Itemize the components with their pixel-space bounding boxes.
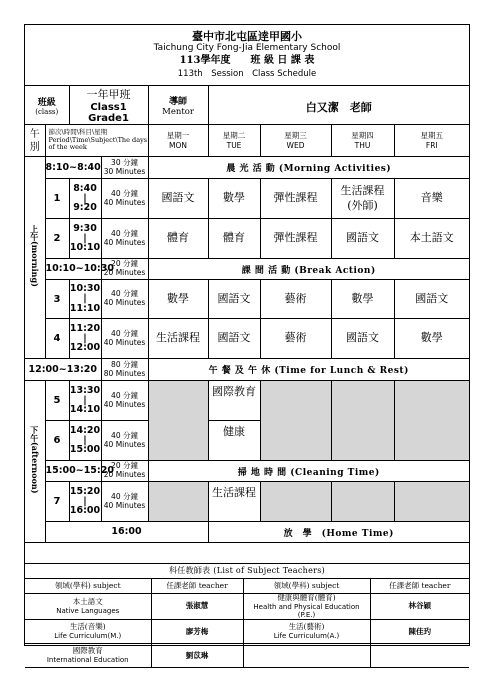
period-number: 2	[45, 219, 69, 259]
cleaning-label: 掃 地 時 間 (Cleaning Time)	[148, 461, 469, 482]
empty-cell	[148, 482, 208, 522]
period-time: 10:30 | 11:10	[69, 280, 101, 319]
subject-cell: 國語文	[208, 319, 260, 359]
period-number: 1	[45, 179, 69, 219]
subject-cell: 數學	[394, 319, 469, 359]
period-time: 8:40 | 9:20	[69, 179, 101, 219]
subject-cell: 數學	[331, 280, 394, 319]
subject-cell: 國際教育 International Education	[25, 644, 151, 668]
period-time: 11:20 | 12:00	[69, 319, 101, 359]
session-title: 113th Session Class Schedule	[177, 69, 317, 79]
day-fri: 星期五 FRI	[394, 125, 469, 157]
day-header-row	[25, 125, 469, 157]
dismissal-time: 16:00	[45, 522, 208, 543]
mentor-name: 白又潔 老師	[208, 86, 469, 125]
subject-cell: 彈性課程	[260, 179, 331, 219]
period-row	[25, 381, 469, 421]
lunch-time: 12:00~13:20	[25, 359, 101, 381]
period-time: 14:20 | 15:00	[69, 421, 101, 461]
empty-cell	[394, 482, 469, 522]
subject-cell: 國語文	[148, 179, 208, 219]
teacher-name: 劉苡琳	[151, 644, 243, 668]
subject-header: 領域(學科) subject	[25, 579, 151, 594]
subject-cell: 數學	[208, 179, 260, 219]
empty-cell	[260, 381, 331, 461]
subject-cell: 生活課程	[148, 319, 208, 359]
period-number: 5	[45, 381, 69, 421]
subject-cell: 國際教育	[208, 381, 260, 421]
teacher-header: 任課老師 teacher	[370, 579, 469, 594]
teacher-row	[25, 620, 469, 644]
morning-label: 上午(morning)	[25, 157, 45, 359]
empty-cell	[260, 482, 331, 522]
morning-activity-label: 晨 光 活 動 (Morning Activities)	[148, 157, 469, 179]
teacher-name: 廖芳梅	[151, 620, 243, 644]
subject-cell: 生活(藝術) Life Curriculum(A.)	[243, 620, 370, 644]
period-row	[25, 179, 469, 219]
cleaning-time: 15:00~15:20	[45, 461, 101, 482]
period-row	[25, 280, 469, 319]
lunch-label: 午 餐 及 午 休 (Time for Lunch & Rest)	[148, 359, 469, 381]
schedule-table	[25, 85, 469, 543]
class-value-cell: 一年甲班 Class1 Grade1	[69, 86, 148, 125]
break-row	[25, 259, 469, 280]
day-wed: 星期三 WED	[260, 125, 331, 157]
class-label-cell: 班級 (class)	[25, 86, 69, 125]
teacher-name	[370, 644, 469, 668]
period-number: 7	[45, 482, 69, 522]
mentor-label-cell: 導師 Mentor	[148, 86, 208, 125]
morning-activity-duration: 30 分鐘 30 Minutes	[101, 157, 148, 179]
corner-header: 節次\時間\科目\星期 Period\Time\Subject\The days of the week	[45, 125, 148, 157]
day-thu: 星期四 THU	[331, 125, 394, 157]
empty-cell	[148, 381, 208, 461]
schedule-document	[24, 24, 470, 665]
teacher-header: 任課老師 teacher	[151, 579, 243, 594]
subject-cell: 國語文	[331, 219, 394, 259]
break-duration: 20 分鐘 20 Minutes	[101, 259, 148, 280]
morning-activity-time: 8:10~8:40	[45, 157, 101, 179]
period-number: 4	[45, 319, 69, 359]
period-row	[25, 482, 469, 522]
subject-cell: 數學	[148, 280, 208, 319]
break-label: 課 間 活 動 (Break Action)	[148, 259, 469, 280]
subject-cell: 彈性課程	[260, 219, 331, 259]
subject-cell: 音樂	[394, 179, 469, 219]
period-duration: 40 分鐘 40 Minutes	[101, 421, 148, 461]
subject-cell: 生活課程	[208, 482, 260, 522]
period-number: 3	[45, 280, 69, 319]
subject-cell	[243, 644, 370, 668]
subject-cell: 生活(音樂) Life Curriculum(M.)	[25, 620, 151, 644]
lunch-row	[25, 359, 469, 381]
teacher-table-title-row	[25, 564, 469, 579]
period-time: 13:30 | 14:10	[69, 381, 101, 421]
class-info-row	[25, 86, 469, 125]
subject-cell: 本土語文 Native Languages	[25, 594, 151, 620]
subject-cell: 國語文	[331, 319, 394, 359]
dismissal-row	[25, 522, 469, 543]
period-number: 6	[45, 421, 69, 461]
subject-cell: 國語文	[208, 280, 260, 319]
period-duration: 40 分鐘 40 Minutes	[101, 219, 148, 259]
break-time: 10:10~10:30	[45, 259, 101, 280]
period-duration: 40 分鐘 40 Minutes	[101, 381, 148, 421]
cleaning-duration: 20 分鐘 20 Minutes	[101, 461, 148, 482]
subject-cell: 藝術	[260, 280, 331, 319]
subject-cell: 體育	[208, 219, 260, 259]
schedule-title: 113學年度 班 級 日 課 表	[179, 55, 315, 66]
subject-cell: 國語文	[394, 280, 469, 319]
subject-header: 領域(學科) subject	[243, 579, 370, 594]
period-time: 9:30 | 10:10	[69, 219, 101, 259]
subject-cell: 本土語文	[394, 219, 469, 259]
empty-cell	[331, 482, 394, 522]
period-time: 15:20 | 16:00	[69, 482, 101, 522]
period-row	[25, 219, 469, 259]
teacher-name: 張淑慧	[151, 594, 243, 620]
day-tue: 星期二 TUE	[208, 125, 260, 157]
teacher-table-head-row	[25, 579, 469, 594]
teacher-name: 林谷穎	[370, 594, 469, 620]
school-name-zh: 臺中市北屯區逹甲國小	[192, 30, 302, 43]
subject-cell: 體育	[148, 219, 208, 259]
teacher-row	[25, 644, 469, 668]
cleaning-row	[25, 461, 469, 482]
section-corner: 午 別	[25, 125, 45, 157]
dismissal-label: 放 學 (Home Time)	[208, 522, 469, 543]
subject-cell: 健康	[208, 421, 260, 461]
teacher-name: 陳佳玓	[370, 620, 469, 644]
day-mon: 星期一 MON	[148, 125, 208, 157]
subject-cell: 健康與體育(體育) Health and Physical Education (P.E.)	[243, 594, 370, 620]
teacher-table-title: 科任教師表 (List of Subject Teachers)	[25, 564, 469, 579]
morning-activity-row	[25, 157, 469, 179]
subject-cell: 藝術	[260, 319, 331, 359]
afternoon-label: 下午(afternoon)	[25, 381, 45, 543]
period-duration: 40 分鐘 40 Minutes	[101, 280, 148, 319]
period-duration: 40 分鐘 40 Minutes	[101, 179, 148, 219]
empty-cell	[394, 381, 469, 461]
empty-cell	[331, 381, 394, 461]
period-duration: 40 分鐘 40 Minutes	[101, 482, 148, 522]
school-name-en: Taichung City Fong-Jia Elementary School	[153, 43, 341, 53]
subject-cell: 生活課程 (外師)	[331, 179, 394, 219]
period-duration: 40 分鐘 40 Minutes	[101, 319, 148, 359]
period-row	[25, 319, 469, 359]
lunch-duration: 80 分鐘 80 Minutes	[101, 359, 148, 381]
subject-teacher-table	[25, 563, 469, 668]
teacher-row	[25, 594, 469, 620]
